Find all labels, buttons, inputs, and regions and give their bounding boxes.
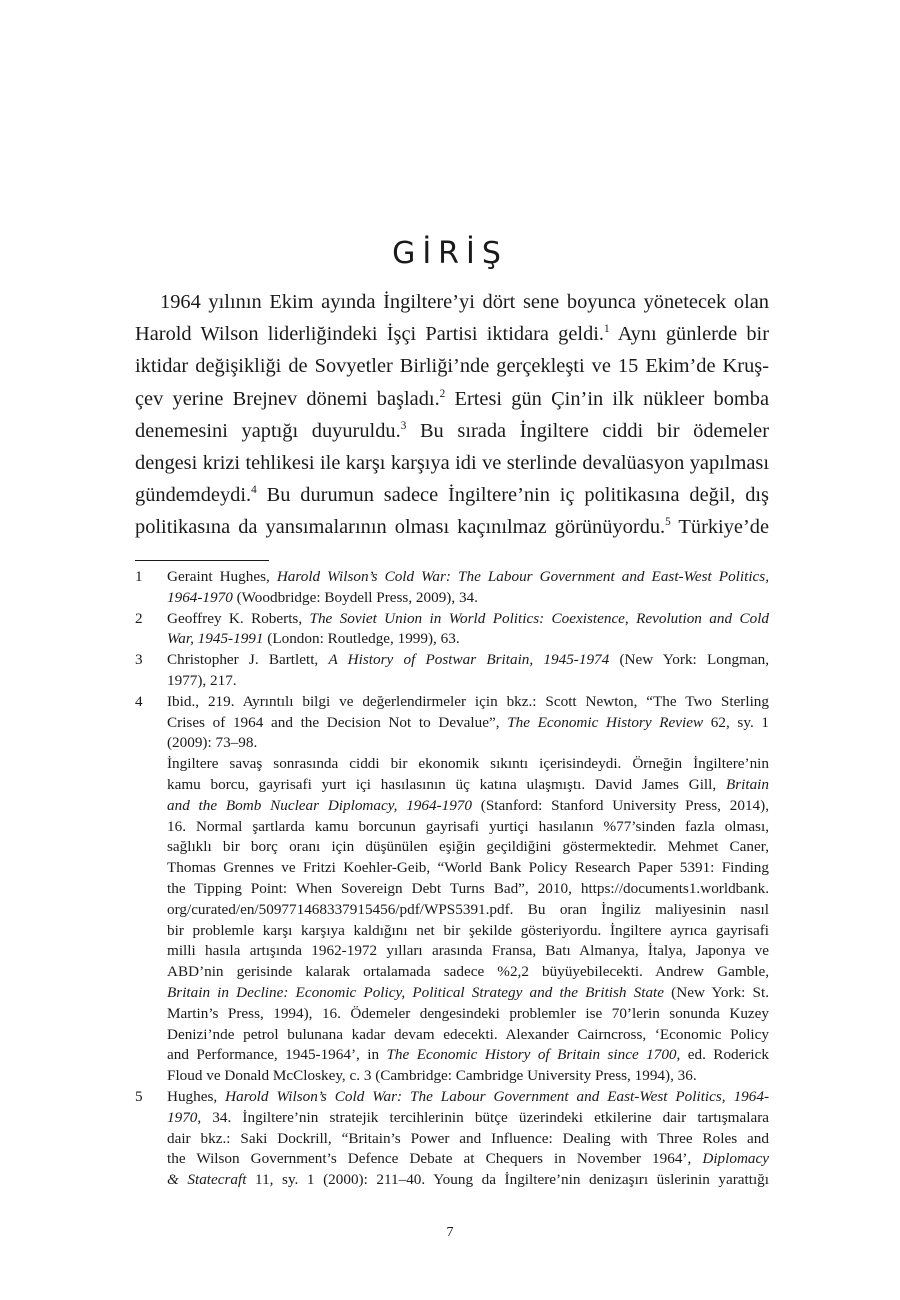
footnote-line: [167, 796, 769, 817]
footnote-line: [167, 837, 769, 858]
footnote-text-run: Crises of 1964 and the Decision Not to Devalue”,: [167, 713, 508, 731]
footnote-line: [167, 879, 769, 900]
footnote-line: [167, 962, 769, 983]
footnote-divider: [135, 560, 269, 561]
footnotes: [135, 567, 769, 1191]
footnote-text-run: Geoffrey K. Roberts,: [167, 609, 310, 627]
footnote-line: [167, 1149, 769, 1170]
page-number: 7: [446, 1225, 454, 1240]
footnote-line: [167, 588, 769, 609]
footnote-text-run: (Woodbridge: Boydell Press, 2009), 34.: [232, 588, 478, 606]
body-line: [135, 318, 769, 350]
footnote-1: [135, 567, 769, 609]
body-text-run: çev yerine Brejnev dönemi başladı.: [135, 387, 440, 410]
footnote-3: [135, 650, 769, 692]
footnote-italic-run: The Economic History of Britain since 1700: [386, 1046, 677, 1064]
body-text-run: Bu sırada İngiltere ciddi bir ödemeler: [406, 419, 769, 442]
footnote-text-run: org/curated/en/509771468337915456/pdf/WPS5391.pdf. Bu oran İngiliz maliyesinin nasıl: [167, 900, 769, 918]
footnote-line: [167, 1170, 769, 1191]
footnote-line: [167, 775, 769, 796]
footnote-line: [167, 1045, 769, 1066]
footnote-italic-run: Britain: [725, 775, 769, 793]
footnote-italic-run: Harold Wilson’s Cold War: The Labour Government and East-West Politics,: [276, 568, 769, 585]
footnote-2: [135, 609, 769, 651]
footnote-italic-run: War, 1945-1991: [167, 630, 264, 648]
footnote-number: 2: [135, 609, 143, 627]
footnote-text-run: İngiltere savaş sonrasında ciddi bir ekonomik sıkıntı içerisindeydi. Örneğin İngiltere’nin: [167, 755, 769, 773]
footnote-text-run: milli hasıla artışında 1962-1972 yılları arasında Fransa, Batı Almanya, İtalya, Japonya ve: [167, 942, 769, 960]
footnote-line: [167, 754, 769, 775]
footnote-text-run: Martin’s Press, 1994), 16. Ödemeler dengesindeki problemler ise 70’lerin sonunda Kuzey: [167, 1004, 769, 1022]
body-line: [135, 350, 769, 382]
footnote-italic-run: 1970: [167, 1108, 198, 1126]
footnote-line: [167, 567, 769, 588]
footnote-number: 4: [135, 692, 143, 710]
footnote-text-run: bir problemle karşı karşıya kaldığını net bir şekilde gösteriyordu. İngiltere ayrıca gayrisafi: [167, 921, 769, 939]
body-text-run: Ertesi gün Çin’in ilk nükleer bomba: [445, 387, 769, 410]
footnote-text-run: Ibid., 219. Ayrıntılı bilgi ve değerlendirmeler için bkz.: Scott Newton, “The Two Sterling: [167, 692, 769, 710]
footnote-italic-run: The Soviet Union in World Politics: Coexistence, Revolution and Cold: [309, 609, 770, 627]
footnote-text-run: sağlıklı bir borç oranı için düşünülen eşiğin geçildiğini göstermektedir. Mehmet Caner,: [167, 838, 769, 856]
body-text-run: Bu durumun sadece İngiltere’nin iç politikasına değil, dış: [256, 484, 769, 507]
footnote-line: [167, 1087, 769, 1108]
footnote-line: [167, 817, 769, 838]
footnote-text-run: (London: Routledge, 1999), 63.: [263, 630, 460, 648]
body-line: [135, 383, 769, 415]
footnote-line: [167, 941, 769, 962]
footnote-italic-run: A History of Postwar Britain, 1945-1974: [328, 651, 610, 669]
footnote-ref: 2: [439, 387, 446, 400]
footnote-text-run: Floud ve Donald McCloskey, c. 3 (Cambridge: Cambridge University Press, 1994), 36.: [167, 1067, 697, 1085]
footnote-text-run: (New York: Longman,: [609, 651, 769, 669]
footnote-line: [167, 629, 769, 650]
footnote-italic-run: and the Bomb Nuclear Diplomacy, 1964-1970: [167, 796, 472, 814]
footnote-text-run: Geraint Hughes,: [167, 568, 277, 585]
footnote-italic-run: & Statecraft: [167, 1171, 247, 1189]
body-text-run: politikasına da yansımalarının olması kaçınılmaz görünüyordu.: [135, 516, 666, 539]
body-text-run: dengesi krizi tehlikesi ile karşı karşıya idi ve sterlinde devalüasyon yapılması: [135, 452, 769, 475]
footnote-italic-run: Diplomacy: [702, 1150, 769, 1168]
body-paragraph: [135, 286, 769, 544]
body-line: [135, 511, 769, 543]
footnote-text-run: Thomas Grennes ve Fritzi Koehler-Geib, “World Bank Policy Research Paper 5391: Finding: [167, 859, 769, 877]
footnote-text-run: 1977), 217.: [167, 671, 237, 689]
footnote-line: [167, 733, 769, 754]
footnote-text-run: the Wilson Government’s Defence Debate at Chequers in November 1964’,: [167, 1150, 703, 1168]
footnote-text-run: (Stanford: Stanford University Press, 2014),: [472, 796, 769, 814]
footnote-line: [167, 671, 769, 692]
footnote-line: [167, 858, 769, 879]
footnote-italic-run: 1964-1970: [167, 588, 233, 606]
footnote-number: 5: [135, 1087, 143, 1105]
footnote-text-run: , ed. Roderick: [676, 1046, 769, 1064]
body-text-run: iktidar değişikliği de Sovyetler Birliği’nde gerçekleşti ve 15 Ekim’de Kruş-: [135, 355, 769, 378]
body-line: [135, 286, 769, 318]
footnote-line: [167, 1129, 769, 1150]
footnote-line: [167, 921, 769, 942]
footnote-number: 1: [135, 568, 143, 585]
footnote-line: [167, 1066, 769, 1087]
body-text-run: denemesini yaptığı duyuruldu.: [135, 419, 401, 442]
footnote-text-run: Denizi’nde petrol bulunana kadar devam edecekti. Alexander Cairncross, ‘Economic Policy: [167, 1025, 769, 1043]
body-text-run: 1964 yılının Ekim ayında İngiltere’yi dört sene boyunca yönetecek olan: [160, 291, 769, 313]
footnote-text-run: Hughes,: [167, 1087, 226, 1105]
footnote-text-run: Christopher J. Bartlett,: [167, 651, 329, 669]
footnote-text-run: 16. Normal şartlarda kamu borcunun gayrisafi yurtiçi hasılanın %77’sinden fazla olması,: [167, 817, 769, 835]
footnote-ref: 1: [604, 323, 610, 336]
footnote-italic-run: Britain in Decline: Economic Policy, Political Strategy and the British State: [167, 983, 665, 1001]
footnote-text-run: (2009): 73–98.: [167, 734, 258, 752]
footnote-text-run: , 34. İngiltere’nin stratejik tercihlerinin bütçe üzerindeki etkilerine dair tartışmalara: [197, 1108, 769, 1126]
footnote-line: [167, 713, 769, 734]
footnote-italic-run: The Economic History Review: [507, 713, 704, 731]
body-line: [135, 415, 769, 447]
body-text-run: Türkiye’de: [670, 516, 770, 539]
footnote-line: [167, 692, 769, 713]
footnote-line: [167, 983, 769, 1004]
footnote-line: [167, 1108, 769, 1129]
footnote-text-run: dair bkz.: Saki Dockrill, “Britain’s Power and Influence: Dealing with Three Roles and: [167, 1129, 769, 1147]
body-text-run: gündemdeydi.: [135, 484, 252, 507]
footnote-line: [167, 650, 769, 671]
footnote-line: [167, 1004, 769, 1025]
body-text-run: Aynı günlerde bir: [609, 323, 769, 346]
body-text-run: Harold Wilson liderliğindeki İşçi Partisi iktidara geldi.: [135, 323, 605, 346]
footnote-line: [167, 609, 769, 630]
footnote-text-run: (New York: St.: [664, 983, 770, 1001]
footnote-line: [167, 900, 769, 921]
footnote-text-run: 62, sy. 1: [703, 713, 769, 731]
body-line: [135, 479, 769, 511]
footnote-4: [135, 692, 769, 1087]
footnote-text-run: 11, sy. 1 (2000): 211–40. Young da İngiltere’nin denizaşırı üslerinin yarattığı: [246, 1171, 769, 1189]
footnote-ref: 5: [665, 516, 671, 529]
footnote-text-run: ABD’nin gerisinde kalarak ortalamada sadece %2,2 büyüyebilecekti. Andrew Gamble,: [167, 963, 769, 981]
footnote-5: [135, 1087, 769, 1191]
footnote-ref: 3: [400, 420, 407, 433]
footnote-line: [167, 1025, 769, 1046]
footnote-ref: 4: [251, 484, 257, 497]
footnote-text-run: the Tipping Point: When Sovereign Debt Turns Bad”, 2010, https://documents1.worldbank.: [167, 879, 769, 897]
footnote-italic-run: Harold Wilson’s Cold War: The Labour Government and East-West Politics, 1964-: [225, 1087, 769, 1105]
footnote-text-run: and Performance, 1945-1964’, in: [167, 1046, 387, 1064]
footnote-number: 3: [135, 651, 143, 669]
body-line: [135, 447, 769, 479]
chapter-title: GİRİŞ: [392, 236, 508, 271]
footnote-text-run: kamu borcu, gayrisafi yurt içi hasılasının üç katına ulaşmıştı. David James Gill,: [167, 775, 726, 793]
